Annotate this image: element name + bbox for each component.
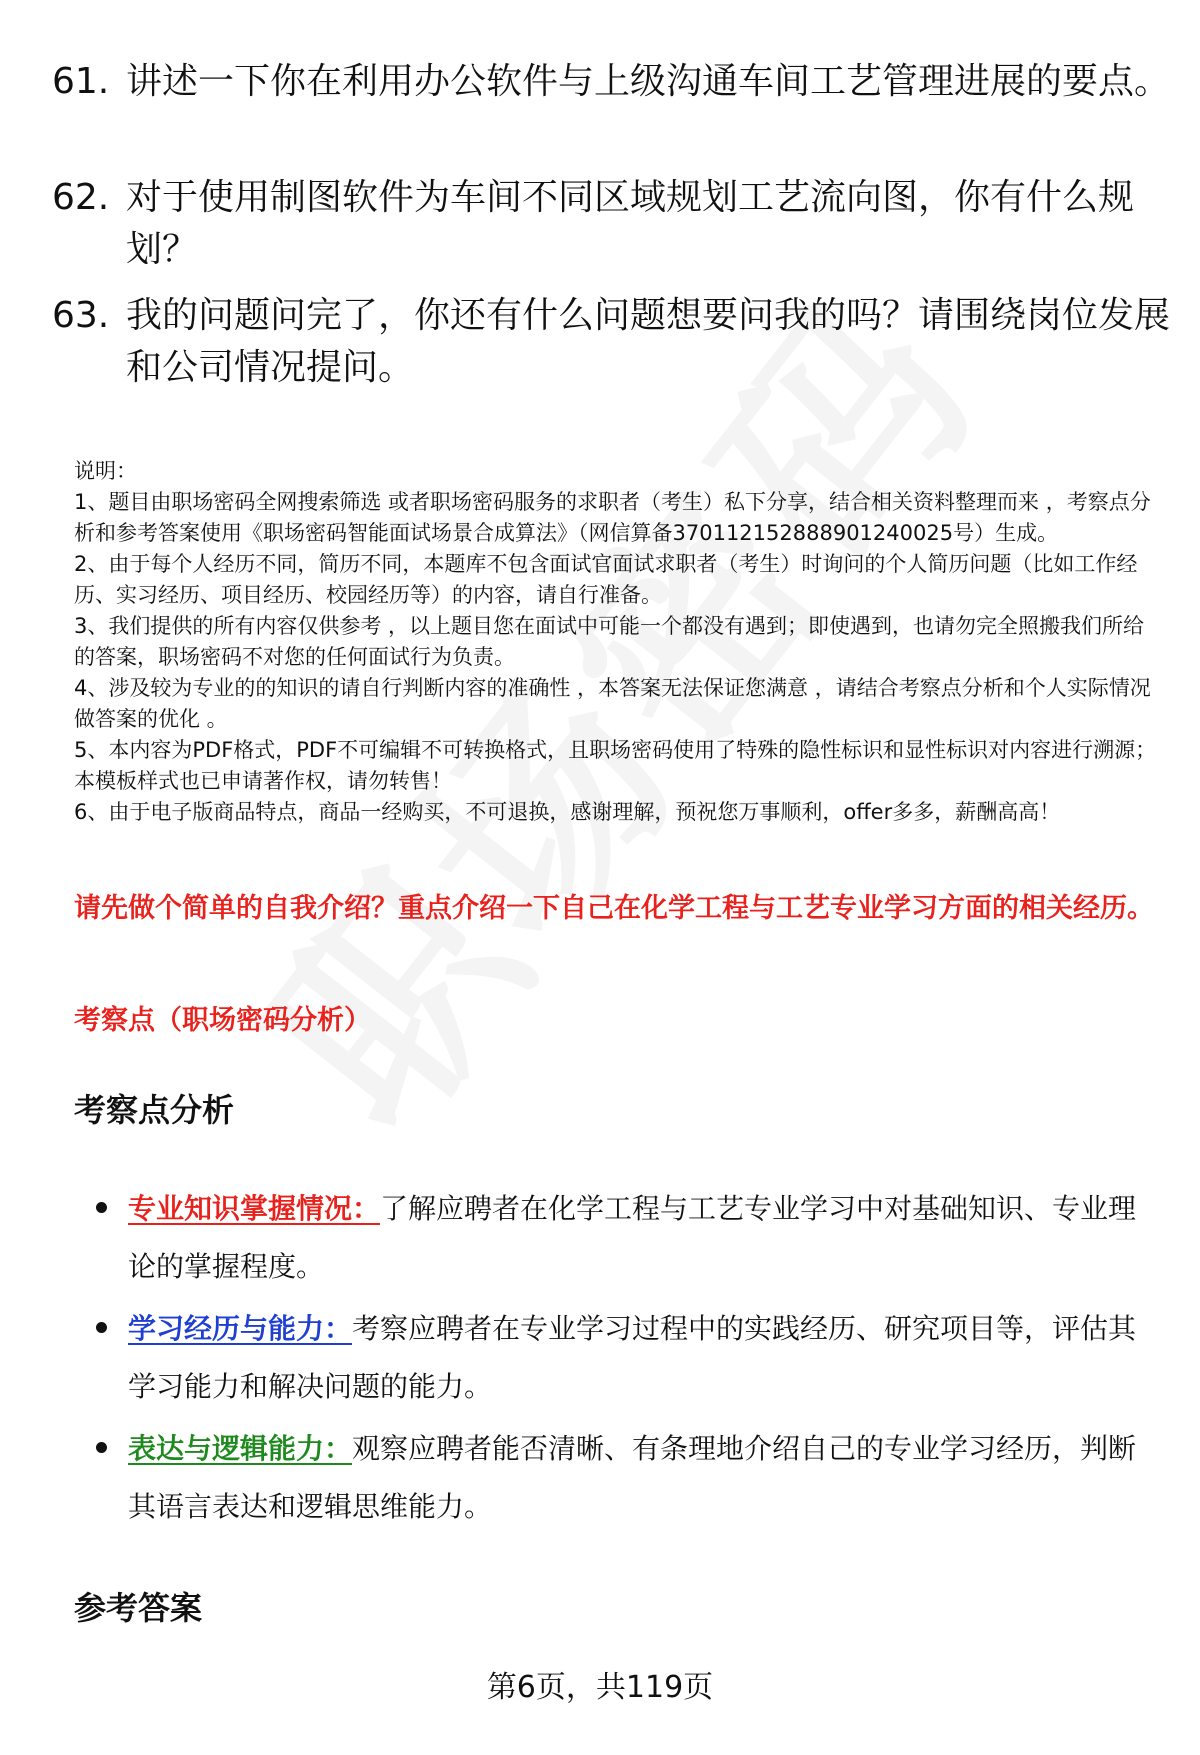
bullet-dot-icon bbox=[96, 1442, 107, 1453]
bullet-term: 表达与逻辑能力： bbox=[128, 1432, 353, 1465]
bullet-term: 专业知识掌握情况： bbox=[128, 1192, 381, 1225]
answer-heading: 参考答案 bbox=[74, 1589, 203, 1627]
question-number: 63. bbox=[52, 295, 110, 336]
note-item: 2、由于每个人经历不同，简历不同，本题库不包含面试官面试求职者（考生）时询问的个人简历问题（比如工作经历、实习经历、项目经历、校园经历等）的内容，请自行准备。 bbox=[74, 552, 1138, 607]
note-item: 4、涉及较为专业的的知识的请自行判断内容的准确性 ，本答案无法保证您满意 ，请结合考察点分析和个人实际情况做答案的优化 。 bbox=[74, 676, 1151, 731]
note-item: 6、由于电子版商品特点，商品一经购买，不可退换，感谢理解，预祝您万事顺利，offer多多，薪酬高高！ bbox=[74, 800, 1061, 824]
question-text: 我的问题问完了，你还有什么问题想要问我的吗？请围绕岗位发展和公司情况提问。 bbox=[126, 295, 1171, 388]
bullet-desc: 了解应聘者在化学工程与工艺专业学习中对基础知识、专业理论的掌握程度。 bbox=[128, 1192, 1137, 1283]
disclaimer-notes bbox=[74, 456, 1160, 828]
analysis-heading: 考察点分析 bbox=[74, 1091, 235, 1129]
bullet-desc: 考察应聘者在专业学习过程中的实践经历、研究项目等，评估其学习能力和解决问题的能力。 bbox=[128, 1312, 1137, 1403]
list-item bbox=[96, 1180, 1156, 1296]
bullet-desc: 观察应聘者能否清晰、有条理地介绍自己的专业学习经历，判断其语言表达和逻辑思维能力。 bbox=[128, 1432, 1137, 1523]
page-footer: 第6页，共119页 bbox=[486, 1670, 714, 1705]
question-text: 讲述一下你在利用办公软件与上级沟通车间工艺管理进展的要点。 bbox=[126, 61, 1171, 102]
analysis-list bbox=[96, 1180, 1156, 1540]
main-question: 请先做个简单的自我介绍？重点介绍一下自己在化学工程与工艺专业学习方面的相关经历。 bbox=[74, 893, 1154, 924]
question-number: 61. bbox=[52, 61, 110, 102]
bullet-term: 学习经历与能力： bbox=[128, 1312, 353, 1345]
note-item: 1、题目由职场密码全网搜索筛选 或者职场密码服务的求职者（考生）私下分享，结合相关资料整理而来 ，考察点分析和参考答案使用《职场密码智能面试场景合成算法》（网信算备370112152888901240025号）生成。 bbox=[74, 490, 1151, 545]
list-item bbox=[96, 1300, 1156, 1416]
bullet-dot-icon bbox=[96, 1322, 107, 1333]
note-item: 5、本内容为PDF格式，PDF不可编辑不可转换格式，且职场密码使用了特殊的隐性标识和显性标识对内容进行溯源；本模板样式也已申请著作权，请勿转售！ bbox=[74, 738, 1157, 793]
kaochadian-heading: 考察点（职场密码分析） bbox=[74, 1005, 371, 1036]
question-text: 对于使用制图软件为车间不同区域规划工艺流向图，你有什么规划？ bbox=[126, 177, 1135, 270]
note-item: 3、我们提供的所有内容仅供参考 ，以上题目您在面试中可能一个都没有遇到；即使遇到，也请勿完全照搬我们所给的答案，职场密码不对您的任何面试行为负责。 bbox=[74, 614, 1145, 669]
question-number: 62. bbox=[52, 177, 110, 218]
list-item bbox=[96, 1420, 1156, 1536]
notes-title: 说明： bbox=[74, 459, 137, 483]
bullet-dot-icon bbox=[96, 1202, 107, 1213]
